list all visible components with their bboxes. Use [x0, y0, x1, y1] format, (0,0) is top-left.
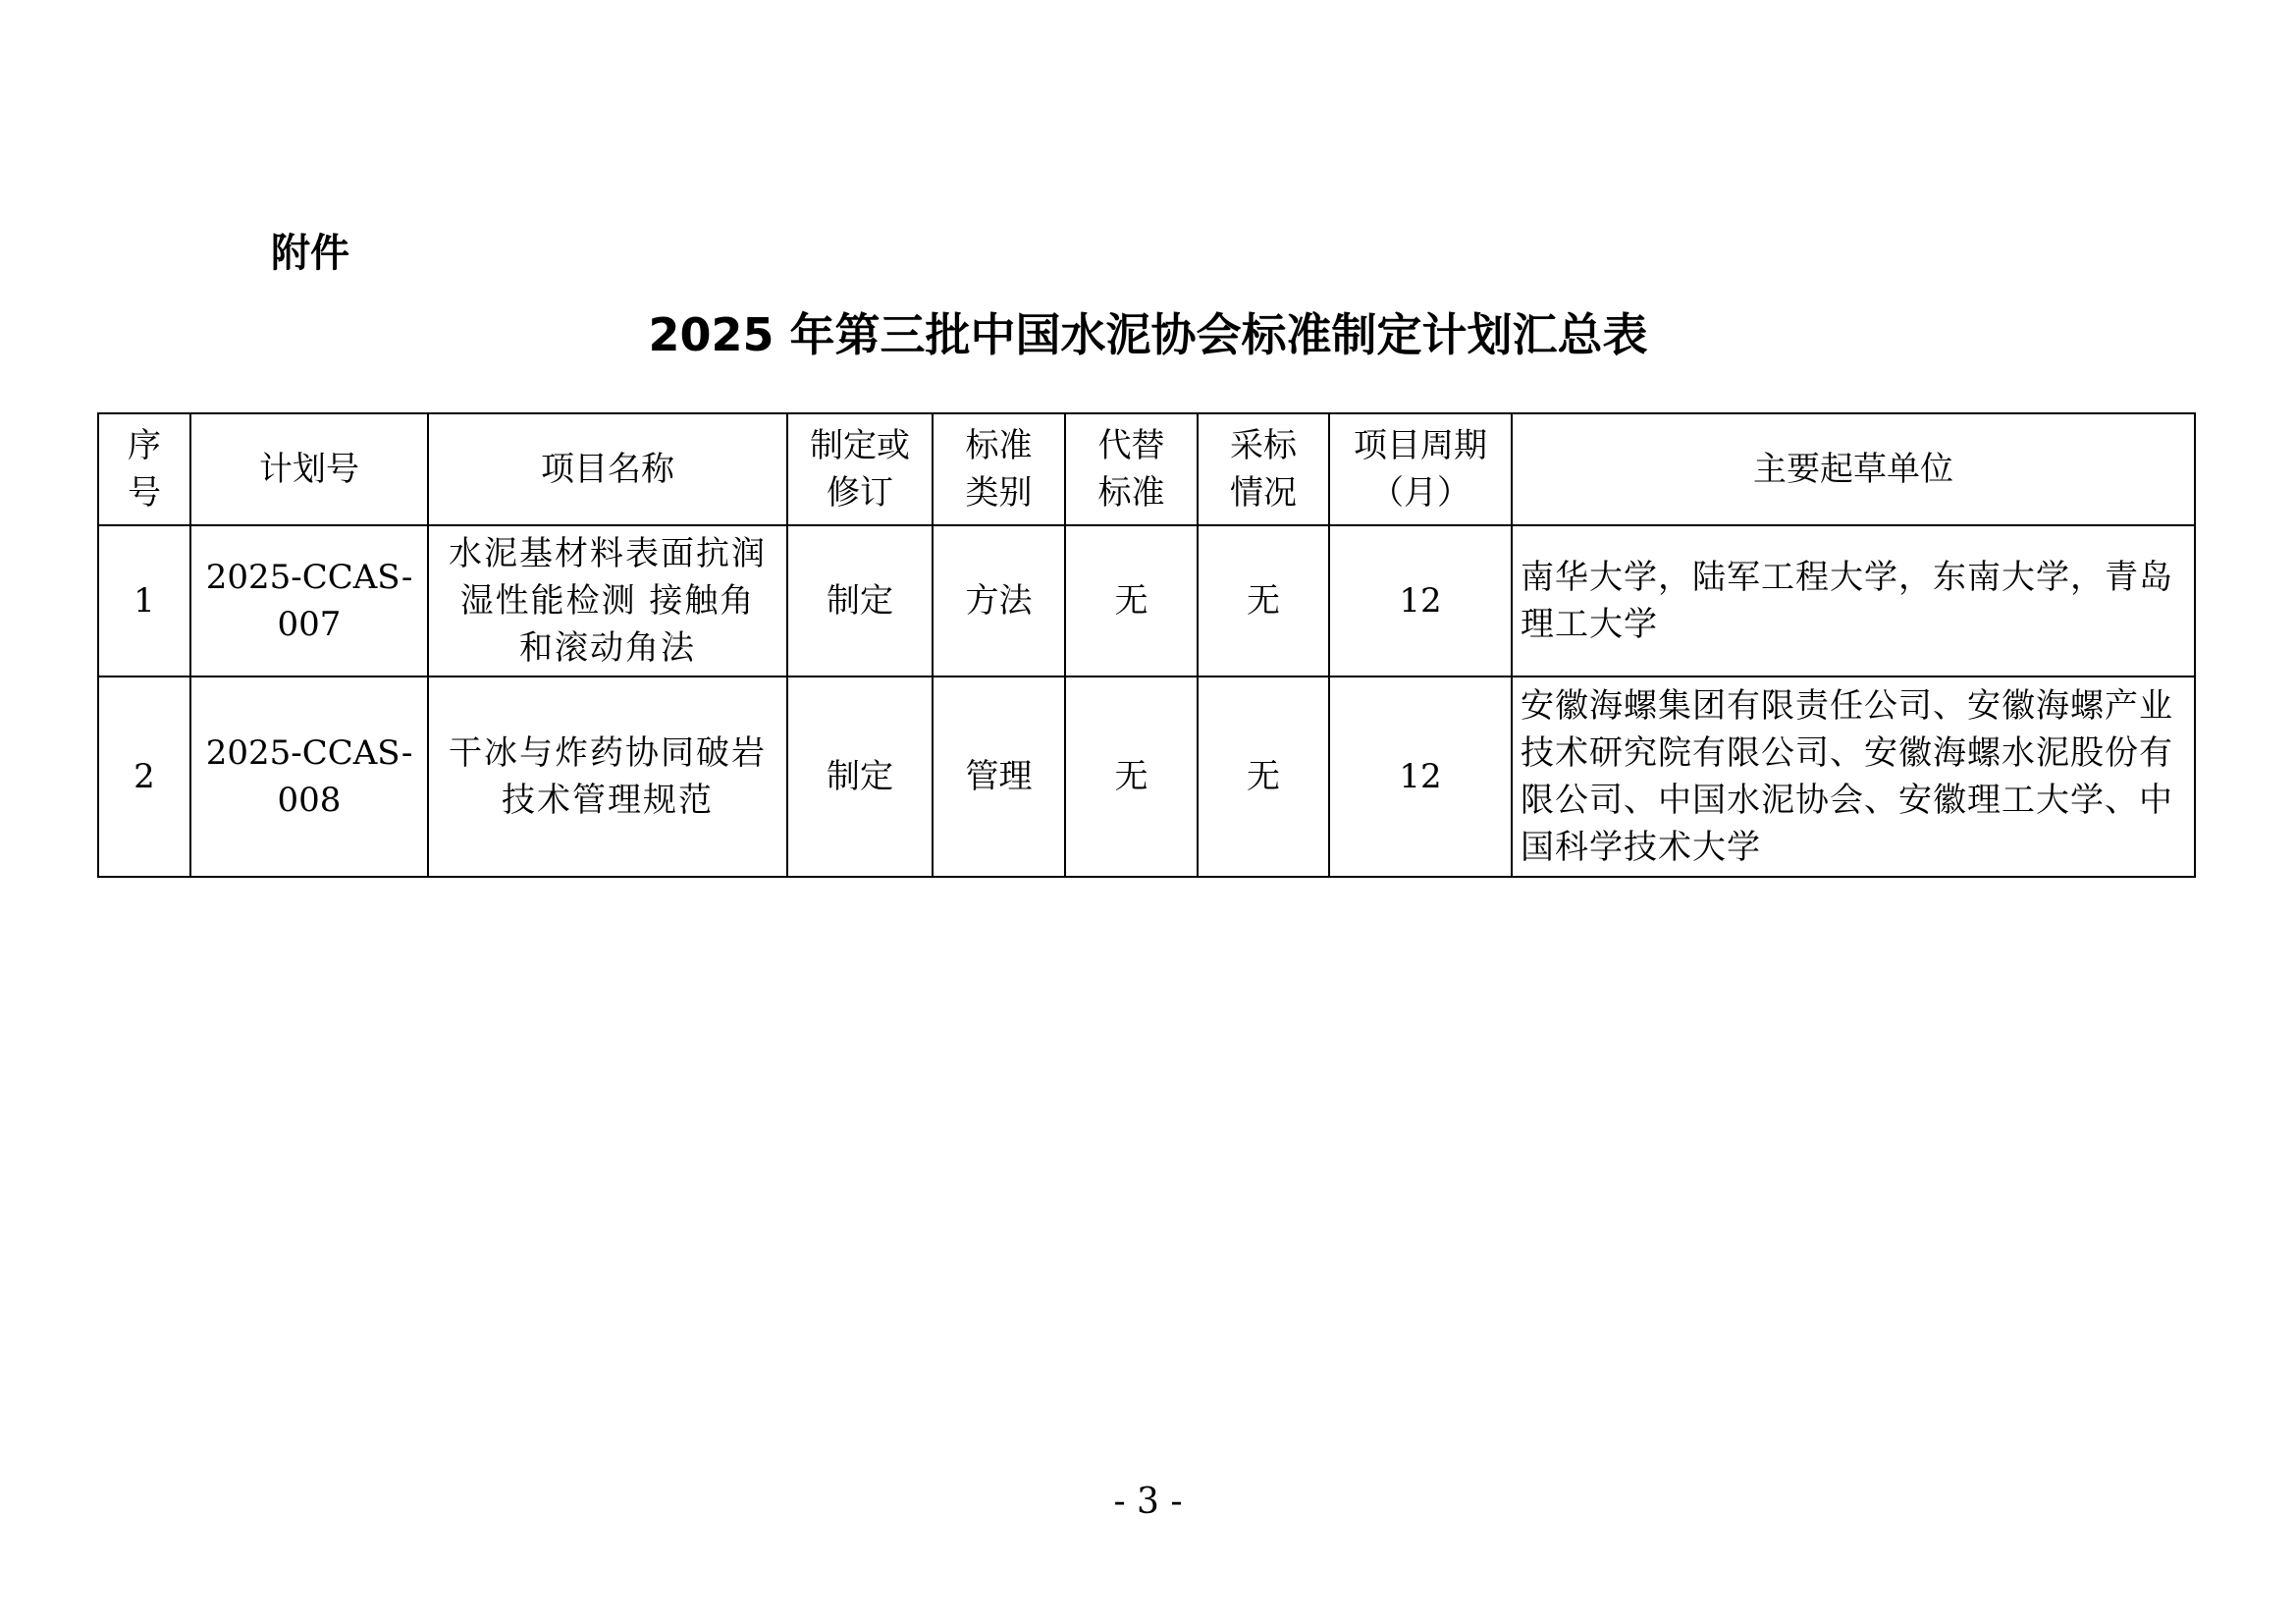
header-category-line-1: 标准	[965, 426, 1033, 465]
cell-plan-no: 2025-CCAS-008	[190, 677, 428, 877]
header-project-period	[1329, 413, 1512, 525]
header-adoption-status	[1198, 413, 1329, 525]
header-adoption-line-2: 情况	[1230, 473, 1297, 513]
header-period-line-2: （月）	[1370, 473, 1470, 513]
header-plan-no-line-1: 计划号	[259, 450, 359, 489]
cell-adoption-status: 无	[1198, 525, 1329, 677]
cell-replaced-standard: 无	[1065, 525, 1198, 677]
cell-formulate-or-revise: 制定	[787, 677, 933, 877]
standards-plan-table	[97, 412, 2196, 878]
cell-project-name: 干冰与炸药协同破岩技术管理规范	[428, 677, 787, 877]
cell-main-drafters: 安徽海螺集团有限责任公司、安徽海螺产业技术研究院有限公司、安徽海螺水泥股份有限公司、中国水泥协会、安徽理工大学、中国科学技术大学	[1512, 677, 2195, 877]
cell-formulate-or-revise: 制定	[787, 525, 933, 677]
cell-plan-no: 2025-CCAS-007	[190, 525, 428, 677]
table-row	[98, 525, 2195, 677]
header-adoption-line-1: 采标	[1230, 426, 1297, 465]
page-number: - 3 -	[1113, 1482, 1183, 1522]
header-formulate-line-2: 修订	[827, 473, 893, 513]
cell-main-drafters: 南华大学，陆军工程大学，东南大学，青岛理工大学	[1512, 525, 2195, 677]
table-row	[98, 677, 2195, 877]
header-main-drafters	[1512, 413, 2195, 525]
cell-adoption-status: 无	[1198, 677, 1329, 877]
header-project-name	[428, 413, 787, 525]
cell-project-name: 水泥基材料表面抗润湿性能检测 接触角和滚动角法	[428, 525, 787, 677]
header-plan-no	[190, 413, 428, 525]
attachment-label: 附件	[271, 231, 349, 276]
cell-standard-category: 方法	[933, 525, 1065, 677]
cell-standard-category: 管理	[933, 677, 1065, 877]
header-seq-line-1: 序	[128, 426, 161, 465]
header-replaced-line-1: 代替	[1097, 426, 1165, 465]
header-formulate-or-revise	[787, 413, 933, 525]
header-seq	[98, 413, 190, 525]
cell-project-period: 12	[1329, 677, 1512, 877]
header-project-name-line-1: 项目名称	[541, 450, 674, 489]
header-period-line-1: 项目周期	[1354, 426, 1487, 465]
header-replaced-line-2: 标准	[1097, 473, 1165, 513]
cell-seq: 2	[98, 677, 190, 877]
header-formulate-line-1: 制定或	[810, 426, 910, 465]
cell-seq: 1	[98, 525, 190, 677]
header-seq-line-2: 号	[128, 473, 161, 513]
header-category-line-2: 类别	[965, 473, 1033, 513]
document-title: 2025 年第三批中国水泥协会标准制定计划汇总表	[648, 308, 1648, 361]
cell-project-period: 12	[1329, 525, 1512, 677]
header-drafters-line-1: 主要起草单位	[1753, 450, 1953, 489]
table-header-row	[98, 413, 2195, 525]
cell-replaced-standard: 无	[1065, 677, 1198, 877]
header-standard-category	[933, 413, 1065, 525]
header-replaced-standard	[1065, 413, 1198, 525]
